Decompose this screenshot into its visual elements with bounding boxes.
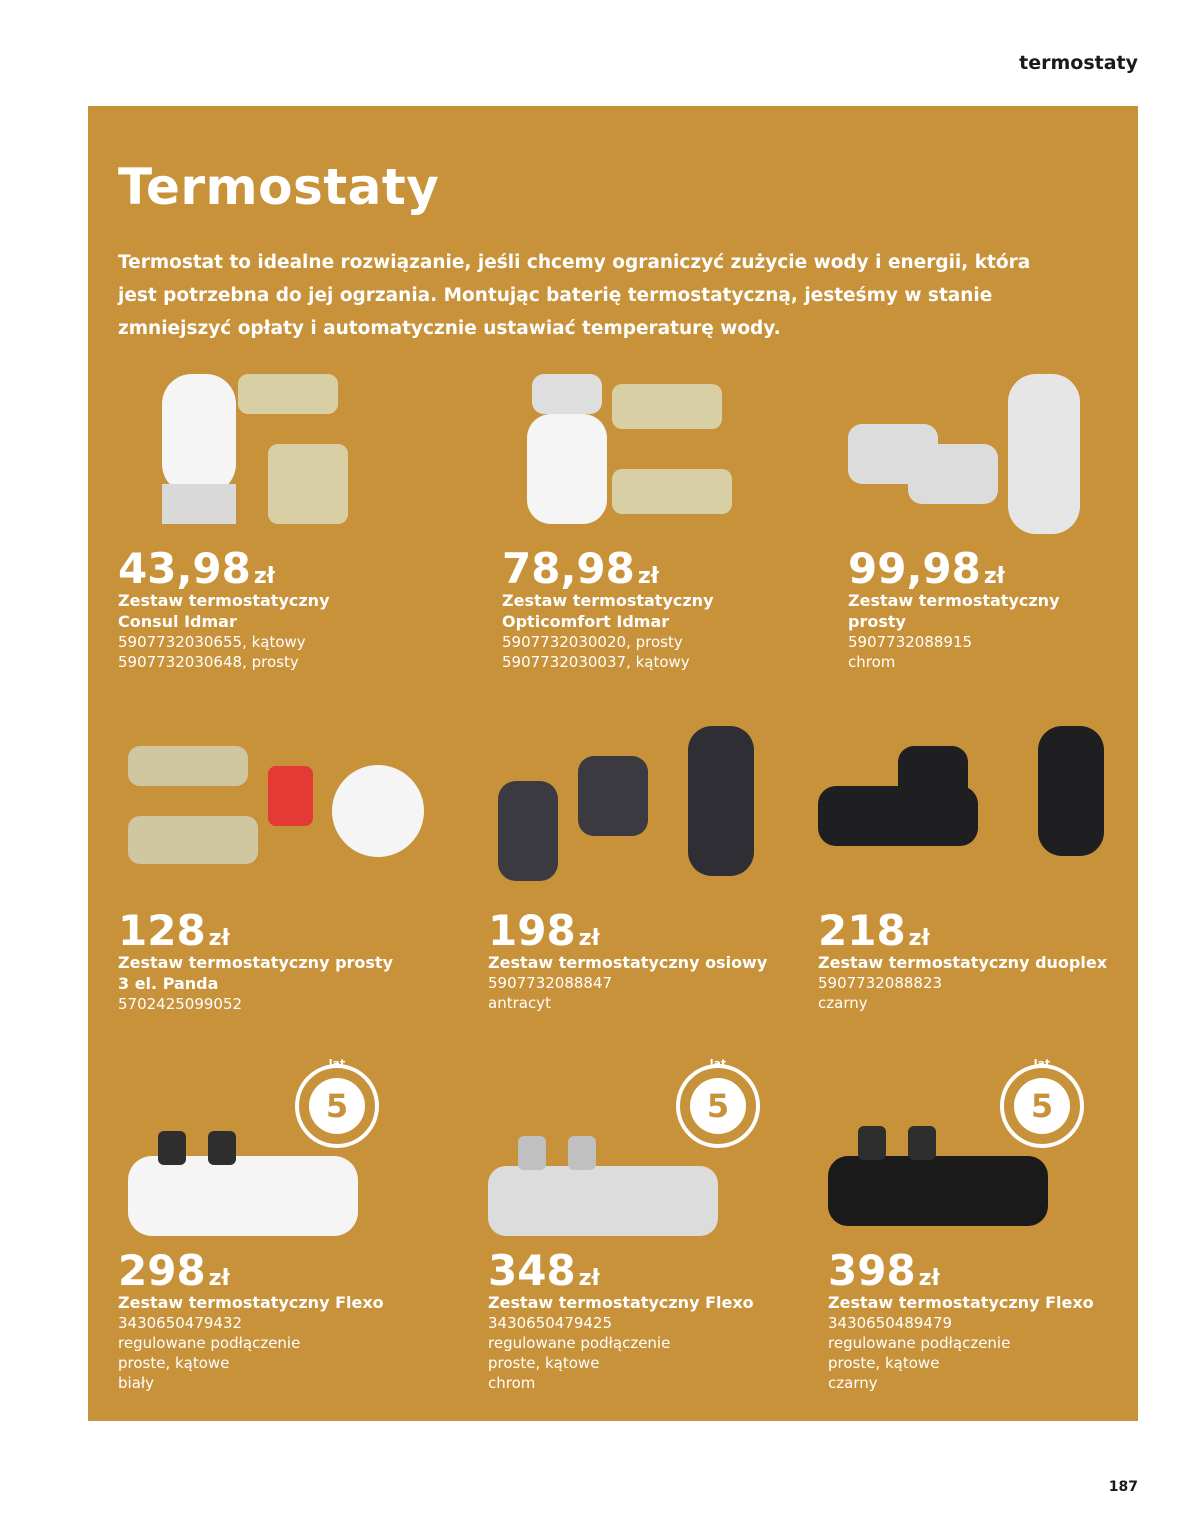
- product-price: [818, 906, 1148, 955]
- price-currency: zł: [208, 926, 230, 951]
- product-meta-line: 5907732030020, prosty: [502, 633, 683, 651]
- product-name-line: Opticomfort Idmar: [502, 612, 670, 631]
- price-value: 348: [488, 1246, 576, 1295]
- price-currency: zł: [908, 926, 930, 951]
- price-value: 78,98: [502, 544, 635, 593]
- svg-text:5: 5: [1030, 1087, 1054, 1125]
- product-meta-line: 5907732088915: [848, 633, 973, 651]
- product-meta-line: proste, kątowe: [488, 1354, 600, 1372]
- product-name-line: Zestaw termostatyczny Flexo: [118, 1293, 384, 1312]
- product-name-line: Zestaw termostatyczny osiowy: [488, 953, 768, 972]
- product-photo: [118, 726, 448, 906]
- price-value: 198: [488, 906, 576, 955]
- product-meta-line: 5907732030648, prosty: [118, 653, 299, 671]
- svg-text:5: 5: [706, 1087, 730, 1125]
- svg-text:lat: lat: [328, 1057, 346, 1070]
- product-meta-line: 5907732030655, kątowy: [118, 633, 306, 651]
- warranty-badge: [287, 1054, 387, 1154]
- warranty-badge: [668, 1054, 768, 1154]
- product-name-line: Zestaw termostatyczny Flexo: [488, 1293, 754, 1312]
- price-value: 43,98: [118, 544, 251, 593]
- product-meta-line: regulowane podłączenie: [118, 1334, 301, 1352]
- product-photo: [818, 726, 1148, 906]
- product-card[interactable]: [848, 364, 1178, 672]
- product-name-line: prosty: [848, 612, 906, 631]
- section-tag: termostaty: [1019, 52, 1138, 74]
- product-meta-line: czarny: [818, 994, 868, 1012]
- product-price: [502, 544, 832, 593]
- svg-text:5: 5: [325, 1087, 349, 1125]
- price-currency: zł: [918, 1266, 940, 1291]
- product-name-line: Zestaw termostatyczny: [118, 591, 330, 610]
- product-name-line: Consul Idmar: [118, 612, 237, 631]
- product-card[interactable]: [118, 1066, 448, 1393]
- product-name-line: Zestaw termostatyczny Flexo: [828, 1293, 1094, 1312]
- product-meta-line: czarny: [828, 1374, 878, 1392]
- thermostats-panel: [88, 106, 1138, 1421]
- product-meta-line: 5907732088847: [488, 974, 613, 992]
- product-meta-line: antracyt: [488, 994, 551, 1012]
- svg-text:lat: lat: [1033, 1057, 1051, 1070]
- product-card[interactable]: [488, 726, 818, 1013]
- product-meta-line: 5702425099052: [118, 995, 243, 1013]
- product-photo: [118, 364, 448, 544]
- product-price: [488, 1246, 818, 1295]
- product-photo: [488, 726, 818, 906]
- product-meta-line: 5907732088823: [818, 974, 943, 992]
- price-currency: zł: [637, 564, 659, 589]
- product-meta-line: chrom: [488, 1374, 536, 1392]
- page-title: Termostaty: [118, 158, 440, 216]
- price-currency: zł: [578, 1266, 600, 1291]
- product-meta-line: proste, kątowe: [118, 1354, 230, 1372]
- price-value: 128: [118, 906, 206, 955]
- product-price: [118, 906, 448, 955]
- product-price: [828, 1246, 1158, 1295]
- product-meta-line: 3430650489479: [828, 1314, 953, 1332]
- page-number: 187: [1108, 1479, 1138, 1495]
- product-meta-line: regulowane podłączenie: [488, 1334, 671, 1352]
- intro-text: Termostat to idealne rozwiązanie, jeśli chcemy ograniczyć zużycie wody i energii, która jest potrzebna do jej ogrzania. Montując baterię termostatyczną, jesteśmy w stanie zmniejszyć opłaty i automatycznie ustawiać temperaturę wody.: [118, 252, 1031, 339]
- warranty-badge: [992, 1054, 1092, 1154]
- product-meta-line: 3430650479425: [488, 1314, 613, 1332]
- product-photo: [488, 1066, 818, 1246]
- product-name-line: Zestaw termostatyczny: [848, 591, 1060, 610]
- price-currency: zł: [983, 564, 1005, 589]
- price-value: 218: [818, 906, 906, 955]
- product-name-line: 3 el. Panda: [118, 974, 219, 993]
- product-card[interactable]: [488, 1066, 818, 1393]
- product-meta-line: biały: [118, 1374, 155, 1392]
- product-photo: [848, 364, 1178, 544]
- svg-text:lat: lat: [709, 1057, 727, 1070]
- product-meta-line: proste, kątowe: [828, 1354, 940, 1372]
- product-price: [488, 906, 818, 955]
- product-photo: [502, 364, 832, 544]
- product-card[interactable]: [118, 726, 448, 1014]
- price-currency: zł: [253, 564, 275, 589]
- product-name-line: Zestaw termostatyczny: [502, 591, 714, 610]
- product-meta-line: 5907732030037, kątowy: [502, 653, 690, 671]
- price-currency: zł: [578, 926, 600, 951]
- product-meta-line: chrom: [848, 653, 896, 671]
- product-name-line: Zestaw termostatyczny prosty: [118, 953, 393, 972]
- product-price: [118, 544, 448, 593]
- product-price: [118, 1246, 448, 1295]
- product-price: [848, 544, 1178, 593]
- product-name-line: Zestaw termostatyczny duoplex: [818, 953, 1108, 972]
- product-card[interactable]: [818, 726, 1148, 1013]
- price-value: 99,98: [848, 544, 981, 593]
- product-meta-line: 3430650479432: [118, 1314, 243, 1332]
- price-value: 398: [828, 1246, 916, 1295]
- product-card[interactable]: [118, 364, 448, 672]
- price-currency: zł: [208, 1266, 230, 1291]
- product-meta-line: regulowane podłączenie: [828, 1334, 1011, 1352]
- product-photo: [118, 1066, 448, 1246]
- price-value: 298: [118, 1246, 206, 1295]
- product-card[interactable]: [502, 364, 832, 672]
